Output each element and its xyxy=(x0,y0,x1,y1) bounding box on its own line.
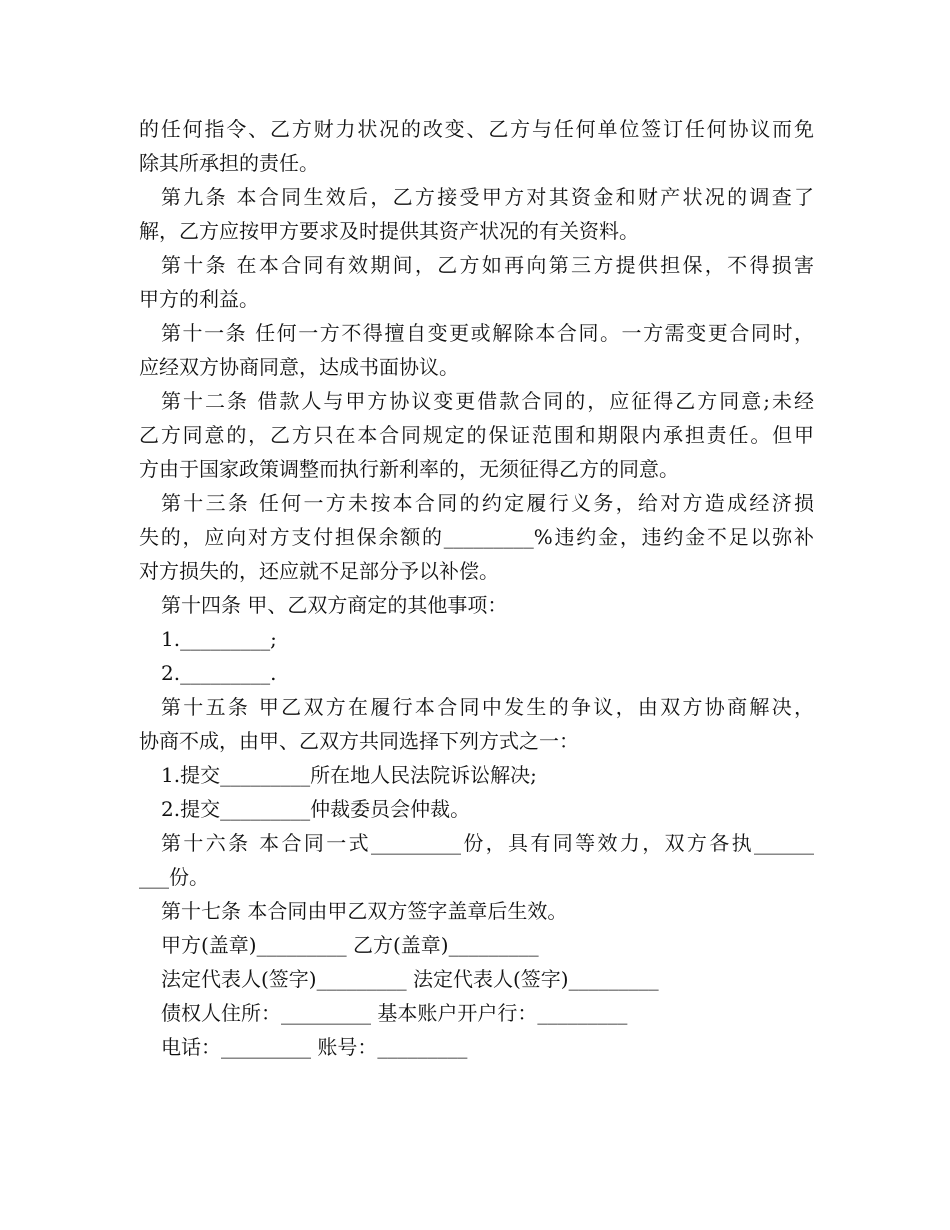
text-line: 对方损失的，还应就不足部分予以补偿。 xyxy=(139,559,499,583)
text-line: 甲方的利益。 xyxy=(139,287,259,311)
text-line: 失的，应向对方支付担保余额的_________%违约金，违约金不足以弥补 xyxy=(139,525,814,549)
text-line: 应经双方协商同意，达成书面协议。 xyxy=(139,355,459,379)
clause-11-line: 第十一条 任何一方不得擅自变更或解除本合同。一方需变更合同时， xyxy=(161,321,814,345)
contract-body xyxy=(139,112,814,1064)
text-line: 解，乙方应按甲方要求及时提供其资产状况的有关资料。 xyxy=(139,219,639,243)
clause-15-line: 第十五条 甲乙双方在履行本合同中发生的争议，由双方协商解决， xyxy=(161,695,814,719)
signature-line-phone: 电话：_________ 账号：_________ xyxy=(161,1035,468,1059)
text-line: 除其所承担的责任。 xyxy=(139,151,319,175)
clause-10-line: 第十条 在本合同有效期间，乙方如再向第三方提供担保，不得损害 xyxy=(161,253,814,277)
text-line: 协商不成，由甲、乙双方共同选择下列方式之一： xyxy=(139,729,579,753)
list-item: 2._________. xyxy=(161,661,277,685)
clause-12-line: 第十二条 借款人与甲方协议变更借款合同的，应征得乙方同意;未经 xyxy=(161,389,814,413)
clause-14-line: 第十四条 甲、乙双方商定的其他事项： xyxy=(161,593,508,617)
clause-13-line: 第十三条 任何一方未按本合同的约定履行义务，给对方造成经济损 xyxy=(161,491,814,515)
text-line: 方由于国家政策调整而执行新利率的，无须征得乙方的同意。 xyxy=(139,457,679,481)
text-line: ___份。 xyxy=(139,865,209,889)
list-item: 2.提交_________仲裁委员会仲裁。 xyxy=(161,797,471,821)
signature-line-seal: 甲方(盖章)_________ 乙方(盖章)_________ xyxy=(161,933,539,957)
clause-16-line: 第十六条 本合同一式_________份，具有同等效力，双方各执______ xyxy=(161,831,814,855)
text-line: 乙方同意的，乙方只在本合同规定的保证范围和期限内承担责任。但甲 xyxy=(139,423,814,447)
signature-line-address: 债权人住所：_________ 基本账户开户行：_________ xyxy=(161,1001,628,1025)
clause-9-line: 第九条 本合同生效后，乙方接受甲方对其资金和财产状况的调查了 xyxy=(161,185,814,209)
list-item: 1._________; xyxy=(161,627,277,651)
text-line: 的任何指令、乙方财力状况的改变、乙方与任何单位签订任何协议而免 xyxy=(139,117,814,141)
clause-17-line: 第十七条 本合同由甲乙双方签字盖章后生效。 xyxy=(161,899,568,923)
list-item: 1.提交_________所在地人民法院诉讼解决; xyxy=(161,763,537,787)
signature-line-representative: 法定代表人(签字)_________ 法定代表人(签字)_________ xyxy=(161,967,659,991)
